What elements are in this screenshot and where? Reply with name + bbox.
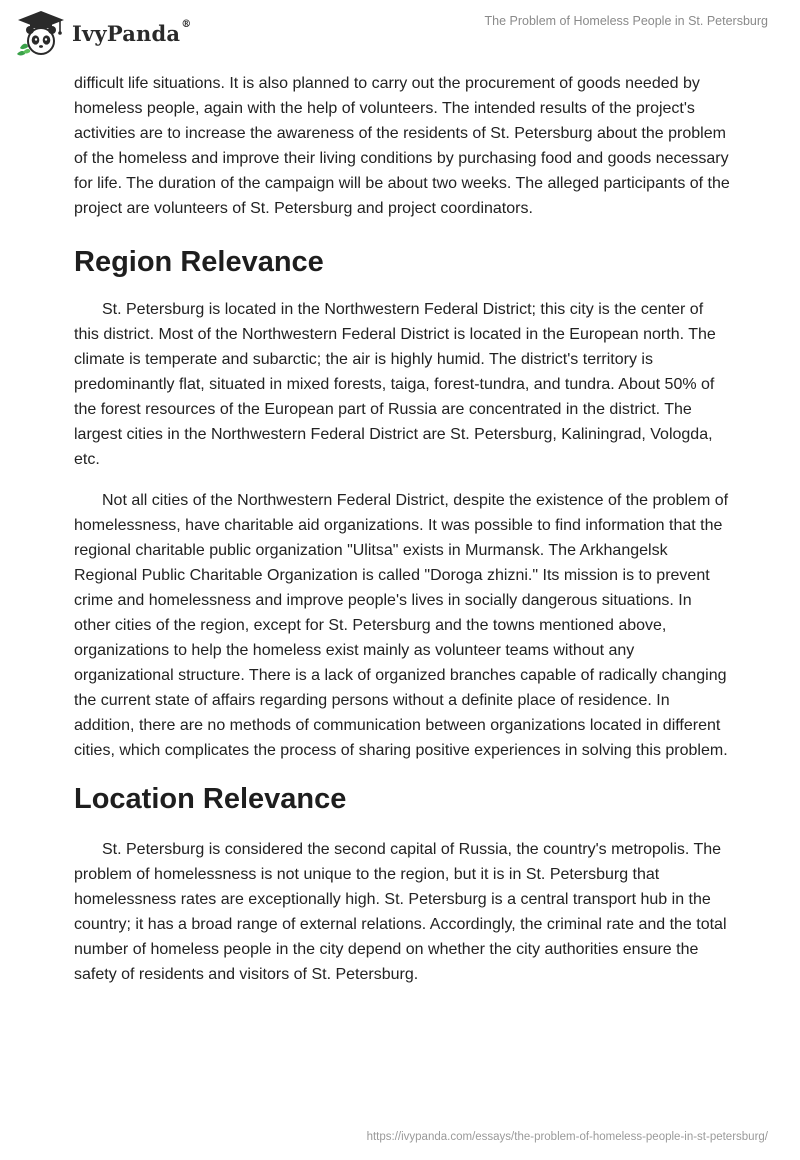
source-url-link[interactable]: https://ivypanda.com/essays/the-problem-of-homeless-people-in-st-petersburg/ [366, 1131, 768, 1143]
page-header [0, 0, 800, 70]
location-relevance-heading: Location Relevance [74, 783, 347, 815]
intro-paragraph: difficult life situations. It is also planned to carry out the procurement of goods needed by homeless people, again with the help of volunteers. The intended results of the project's activities are to increase the awareness of the residents of St. Petersburg about the problem of the homeless and improve their living conditions by purchasing food and goods necessary for life. The duration of the campaign will be about two weeks. The alleged participants of the project are volunteers of St. Petersburg and project coordinators. [74, 75, 730, 217]
ivypanda-logo[interactable] [14, 8, 191, 58]
location-paragraph-1: St. Petersburg is considered the second capital of Russia, the country's metropolis. The problem of homelessness is not unique to the region, but it is in St. Petersburg that homelessness rates are exceptionally high. St. Petersburg is a central transport hub in the country; it has a broad range of external relations. Accordingly, the criminal rate and the total number of homeless people in the city depend on whether the city authorities ensure the safety of residents and visitors of St. Petersburg. [74, 841, 727, 983]
region-paragraph-1: St. Petersburg is located in the Northwestern Federal District; this city is the center of this district. Most of the Northwestern Federal District is located in the European north. The climate is temperate and subarctic; the air is highly humid. The district's territory is predominantly flat, situated in mixed forests, taiga, forest-tundra, and tundra. About 50% of the forest resources of the European part of Russia are concentrated in the district. The largest cities in the Northwestern Federal District are St. Petersburg, Kaliningrad, Vologda, etc. [74, 301, 716, 468]
panda-graduate-icon [14, 8, 68, 58]
document-title: The Problem of Homeless People in St. Petersburg [484, 14, 768, 28]
region-relevance-heading: Region Relevance [74, 246, 324, 278]
registered-mark: ® [181, 18, 192, 30]
essay-content [74, 71, 730, 987]
region-paragraph-2: Not all cities of the Northwestern Federal District, despite the existence of the problem of homelessness, have charitable aid organizations. It was possible to find information that the regional charitable public organization "Ulitsa" exists in Murmansk. The Arkhangelsk Regional Public Charitable Organization is called "Doroga zhizni." Its mission is to prevent crime and homelessness and improve people's lives in socially dangerous situations. In other cities of the region, except for St. Petersburg and the towns mentioned above, organizations to help the homeless exist mainly as volunteer teams without any organizational structure. There is a lack of organized branches capable of radically changing the current state of affairs regarding persons without a definite place of residence. In addition, there are no methods of communication between organizations located in different cities, which complicates the process of sharing positive experiences in solving this problem. [74, 492, 729, 759]
logo-wordmark: IvyPanda® [72, 18, 192, 46]
